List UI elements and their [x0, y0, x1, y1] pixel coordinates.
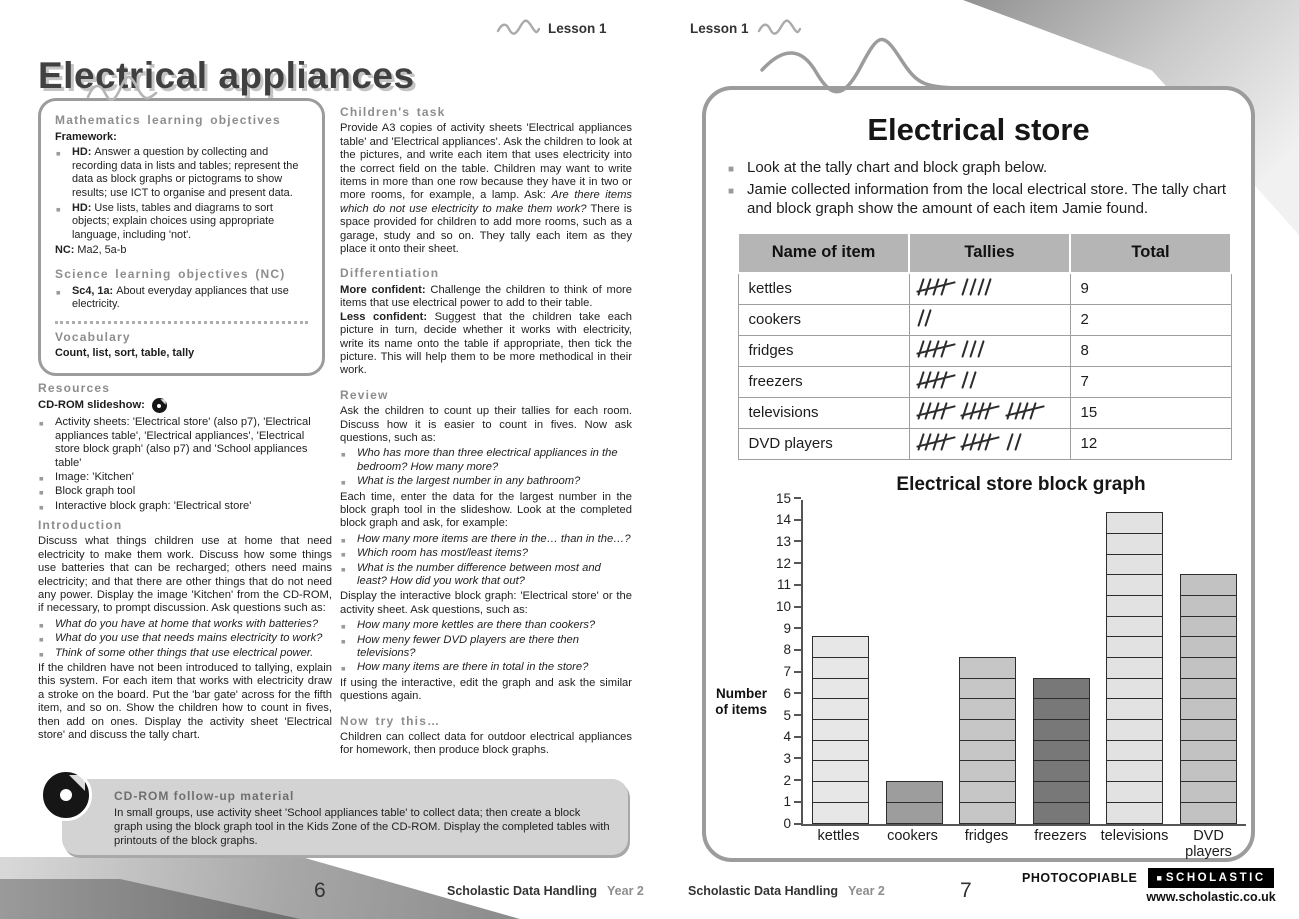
review-paragraph: If using the interactive, edit the graph and ask the similar questions again. — [340, 676, 632, 703]
review-questions — [340, 619, 632, 675]
footer-book-title — [447, 884, 644, 898]
y-tick: 9 — [773, 619, 801, 637]
y-axis-label: Number of items — [715, 685, 767, 717]
unit-block — [1033, 740, 1090, 762]
unit-block — [1180, 636, 1237, 658]
unit-block — [1106, 636, 1163, 658]
unit-block — [1033, 802, 1090, 824]
photocopiable-label: PHOTOCOPIABLE — [1022, 871, 1138, 885]
unit-block — [1033, 719, 1090, 741]
x-tick-label: freezers — [1034, 827, 1087, 844]
column-header-tallies: Tallies — [909, 233, 1070, 273]
tally-row — [738, 366, 1231, 397]
y-tick: 12 — [773, 554, 801, 572]
science-list — [55, 285, 308, 312]
unit-block — [812, 698, 869, 720]
introduction-questions — [38, 618, 332, 660]
unit-block — [812, 802, 869, 824]
item-name-cell: cookers — [738, 304, 909, 335]
introduction-paragraph: Discuss what things children use at home that need electricity to make them work. Discuss how some things use batteries that can be recharged; others need mains electricity; and that there are other things that do not need any power. Display the image 'Kitchen' from the CD-ROM, if necessary, to prompt discussion. Ask questions such as: — [38, 535, 332, 615]
item-name-cell: freezers — [738, 366, 909, 397]
list-item: ■ HD: Use lists, tables and diagrams to sort objects; explain choices using appropriate language, including 'not'. — [55, 202, 308, 243]
now-try-this-text: Children can collect data for outdoor electrical appliances for homework, then produce block graphs. — [340, 731, 632, 757]
tally-marks-cell — [909, 273, 1070, 305]
item-name-cell: fridges — [738, 335, 909, 366]
y-tick: 8 — [773, 641, 801, 659]
tally-group — [1009, 433, 1024, 455]
unit-block — [1180, 595, 1237, 617]
tally-group — [964, 278, 995, 300]
tally-row — [738, 273, 1231, 305]
list-item: ■ How many more items are there in the… than in the…? — [340, 533, 632, 546]
y-tick: 6 — [773, 684, 801, 702]
tally-group — [964, 371, 979, 393]
differentiation-paragraph — [340, 284, 632, 378]
footer-year-text: Year 2 — [607, 884, 644, 898]
unit-block — [959, 719, 1016, 741]
unit-block — [959, 678, 1016, 700]
y-axis-ticks — [771, 490, 801, 831]
tally-marks-cell — [909, 397, 1070, 428]
unit-block — [959, 698, 1016, 720]
page-title: Electrical appliances — [38, 54, 415, 96]
list-item: ■ How many items are there in total in the store? — [340, 661, 632, 674]
footer-book-text: Scholastic Data Handling — [447, 884, 598, 898]
tally-marks-cell — [909, 335, 1070, 366]
nc-label: NC: — [55, 244, 75, 257]
x-tick-label: televisions — [1100, 827, 1169, 844]
nc-text: Ma2, 5a-b — [77, 244, 127, 257]
scholastic-logo — [1148, 868, 1273, 888]
review-questions — [340, 447, 632, 488]
cdrom-slideshow-label: CD-ROM slideshow: — [38, 399, 145, 412]
list-item: ■ Image: 'Kitchen' — [38, 471, 330, 484]
task-text: Provide A3 copies of activity sheets 'Electrical appliances table' and 'Electrical appliances'. Ask the children to look at the pictures, and write each item that uses electricity into the correct field on the table. Children may want to write items in more than one row because they have it in two or more rooms, for example, a lamp. Ask: — [340, 122, 632, 202]
unit-block — [959, 781, 1016, 803]
childrens-task-paragraph — [340, 122, 632, 256]
bar-fridges — [959, 657, 1016, 824]
unit-block — [812, 781, 869, 803]
framework-label: Framework: — [55, 130, 117, 143]
tally-row — [738, 397, 1231, 428]
unit-block — [1033, 781, 1090, 803]
y-tick: 11 — [773, 576, 801, 594]
tally-marks-cell — [909, 366, 1070, 397]
maths-objectives-heading: Mathematics learning objectives — [55, 113, 281, 127]
page-number-right: 7 — [960, 879, 972, 902]
activity-sheet-box — [702, 86, 1255, 862]
differentiation-heading: Differentiation — [340, 266, 440, 281]
unit-block — [1180, 802, 1237, 824]
tally-table-body — [738, 273, 1231, 460]
scholastic-logo-text: SCHOLASTIC — [1165, 872, 1266, 884]
list-item: ■ Sc4, 1a: About everyday appliances that use electricity. — [55, 285, 308, 312]
lesson-label: Lesson 1 — [690, 20, 749, 36]
list-item: ■ Activity sheets: 'Electrical store' (also p7), 'Electrical appliances table', 'Electrical appliances', 'Electrical store block graph' (also p7) and 'School appliances table' — [38, 416, 330, 470]
tally-marks-cell — [909, 304, 1070, 335]
unit-block — [1106, 616, 1163, 638]
unit-block — [1106, 781, 1163, 803]
unit-block — [1106, 719, 1163, 741]
unit-block — [886, 781, 943, 803]
publisher-website: www.scholastic.co.uk — [1146, 890, 1276, 904]
total-cell: 12 — [1070, 428, 1231, 459]
cd-disc-icon — [40, 769, 92, 821]
unit-block — [1180, 740, 1237, 762]
unit-block — [1106, 533, 1163, 555]
tally-group — [920, 433, 951, 455]
y-tick: 1 — [773, 793, 801, 811]
x-axis-labels — [801, 826, 1246, 860]
unit-block — [886, 802, 943, 824]
activity-title: Electrical store — [867, 112, 1090, 147]
unit-block — [1106, 595, 1163, 617]
item-name-cell: televisions — [738, 397, 909, 428]
unit-block — [812, 740, 869, 762]
bar-kettles — [812, 636, 869, 823]
bar-cookers — [886, 781, 943, 823]
list-item: ■ How meny fewer DVD players are there then televisions? — [340, 634, 632, 661]
book-icon: ■ — [1156, 873, 1162, 883]
bar-DVD-players — [1180, 574, 1237, 823]
unit-block — [1180, 657, 1237, 679]
x-tick-label: fridges — [964, 827, 1009, 844]
list-item: ■ Block graph tool — [38, 485, 330, 498]
more-confident-label: More confident: — [340, 283, 426, 296]
unit-block — [959, 802, 1016, 824]
less-confident-label: Less confident: — [340, 310, 428, 323]
list-item: ■ What do you have at home that works with batteries? — [38, 618, 332, 631]
y-tick: 14 — [773, 511, 801, 529]
y-tick: 2 — [773, 771, 801, 789]
review-questions — [340, 533, 632, 589]
unit-block — [1106, 760, 1163, 782]
nc-line — [55, 244, 308, 258]
y-tick: 0 — [773, 815, 801, 833]
unit-block — [1106, 678, 1163, 700]
y-tick: 10 — [773, 598, 801, 616]
followup-heading: CD-ROM follow-up material — [114, 789, 295, 803]
unit-block — [1106, 740, 1163, 762]
introduction-paragraph: If the children have not been introduced to tallying, explain this system. For each item that works with electricity draw a stroke on the board. Put the 'bar gate' across for the fifth item, and so on. Show the children how to count in fives, then add on ones. Display the activity sheet 'Electrical store' and discuss the tally chart. — [38, 662, 332, 742]
unit-block — [1180, 698, 1237, 720]
list-item: ■ Who has more than three electrical appliances in the bedroom? How many more? — [340, 447, 632, 474]
resources-list — [38, 416, 330, 513]
unit-block — [1180, 781, 1237, 803]
unit-block — [1180, 616, 1237, 638]
unit-block — [1106, 574, 1163, 596]
column-header-total: Total — [1070, 233, 1231, 273]
list-item: ■ How many more kettles are there than cookers? — [340, 619, 632, 632]
item-name-cell: DVD players — [738, 428, 909, 459]
unit-block — [812, 760, 869, 782]
unit-block — [1180, 574, 1237, 596]
total-cell: 15 — [1070, 397, 1231, 428]
chart-plot — [775, 490, 1246, 831]
childrens-task-heading: Children's task — [340, 105, 446, 119]
vocabulary-text: Count, list, sort, table, tally — [55, 347, 195, 360]
unit-block — [812, 657, 869, 679]
column-header-item: Name of item — [738, 233, 909, 273]
tally-marks-cell — [909, 428, 1070, 459]
review-paragraph: Each time, enter the data for the largest number in the block graph tool in the slideshow. Look at the completed block graph and ask, for example: — [340, 490, 632, 530]
y-tick: 3 — [773, 749, 801, 767]
cd-disc-icon — [152, 398, 167, 413]
unit-block — [1033, 678, 1090, 700]
footer-year-text: Year 2 — [848, 884, 885, 898]
tally-row — [738, 304, 1231, 335]
less-confident-text: Suggest that the children take each picture in turn, decide whether it works with electricity, write its name onto the table if appropriate, then tick the picture. This will help them to be more methodical in their work. — [340, 310, 632, 377]
block-graph — [715, 490, 1246, 860]
now-try-this-heading: Now try this… — [340, 713, 441, 728]
item-name-cell: kettles — [738, 273, 909, 305]
list-item: ■ HD: Answer a question by collecting and recording data in lists and tables; represent the data as block graphs or pictograms to show results; use ICT to organise and present data. — [55, 146, 308, 200]
tally-table-head — [738, 233, 1231, 273]
dotted-divider — [55, 321, 308, 324]
total-cell: 7 — [1070, 366, 1231, 397]
bar-televisions — [1106, 512, 1163, 823]
task-question-italic: Are there items which do not use electricity to make them work? — [340, 189, 632, 215]
list-item: ■ Look at the tally chart and block graph below. — [728, 158, 1228, 178]
scholastic-logo-block — [1146, 868, 1275, 904]
tally-group — [964, 433, 995, 455]
tally-group — [964, 340, 987, 362]
review-paragraph: Display the interactive block graph: 'Electrical store' or the activity sheet. Ask questions, such as: — [340, 590, 632, 616]
review-paragraph: Ask the children to count up their tallies for each room. Discuss how it is easier to count in fives. Now ask questions, such as: — [340, 405, 632, 444]
framework-list — [55, 146, 308, 242]
y-tick: 13 — [773, 532, 801, 550]
unit-block — [1033, 760, 1090, 782]
unit-block — [812, 719, 869, 741]
footer-book-text: Scholastic Data Handling — [688, 884, 839, 898]
introduction-section — [38, 519, 332, 745]
total-cell: 8 — [1070, 335, 1231, 366]
y-tick: 15 — [773, 489, 801, 507]
unit-block — [959, 760, 1016, 782]
unit-block — [1106, 802, 1163, 824]
tally-group — [920, 278, 951, 300]
resources-section — [38, 382, 330, 515]
x-tick-label: kettles — [817, 827, 860, 844]
unit-block — [1106, 512, 1163, 534]
middle-column — [340, 106, 632, 760]
tally-chart-table — [737, 232, 1232, 460]
x-tick-label: cookers — [887, 827, 938, 844]
tally-row — [738, 335, 1231, 366]
tally-group — [1009, 402, 1040, 424]
unit-block — [959, 740, 1016, 762]
lesson-header-left — [496, 18, 607, 38]
tally-row — [738, 428, 1231, 459]
bar-freezers — [1033, 678, 1090, 824]
unit-block — [1180, 678, 1237, 700]
resources-heading: Resources — [38, 381, 111, 395]
learning-objectives-box — [38, 98, 325, 376]
tally-header-row — [738, 233, 1231, 273]
unit-block — [1033, 698, 1090, 720]
y-tick: 4 — [773, 728, 801, 746]
y-tick: 7 — [773, 663, 801, 681]
y-tick: 5 — [773, 706, 801, 724]
lesson-label: Lesson 1 — [548, 20, 607, 36]
review-heading: Review — [340, 387, 389, 402]
unit-block — [1180, 719, 1237, 741]
publisher-brand-block — [1022, 868, 1276, 904]
list-item: ■ What is the largest number in any bathroom? — [340, 475, 632, 488]
list-item: ■ Think of some other things that use electrical power. — [38, 647, 332, 660]
x-tick-label: DVD players — [1185, 827, 1232, 860]
list-item: ■ What is the number difference between most and least? How did you work that out? — [340, 562, 632, 589]
tally-group — [920, 340, 951, 362]
block-graph-title: Electrical store block graph — [896, 473, 1146, 495]
unit-block — [812, 678, 869, 700]
tally-group — [920, 309, 935, 331]
unit-block — [959, 657, 1016, 679]
squiggle-icon — [86, 75, 158, 105]
unit-block — [1180, 760, 1237, 782]
vocabulary-heading: Vocabulary — [55, 329, 131, 344]
activity-instructions — [728, 158, 1228, 219]
list-item: ■ Jamie collected information from the local electrical store. The tally chart and block graph show the amount of each item Jamie found. — [728, 180, 1228, 219]
tally-group — [920, 402, 951, 424]
footer-book-title — [688, 884, 885, 898]
tally-group — [964, 402, 995, 424]
task-text: There is space provided for children to add more rooms, such as a garage, study and so on. They tally each item as they place it onto their sheet. — [340, 202, 632, 256]
squiggle-icon — [754, 28, 974, 106]
unit-block — [1106, 698, 1163, 720]
followup-text: In small groups, use activity sheet 'School appliances table' to collect data; then create a block graph using the block graph tool in the Kids Zone of the CD-ROM. Display the completed tables with printouts of the block graphs. — [114, 807, 610, 847]
science-objectives-heading: Science learning objectives (NC) — [55, 266, 286, 281]
cdrom-slideshow-line — [38, 398, 330, 413]
tally-group — [920, 371, 951, 393]
total-cell: 9 — [1070, 273, 1231, 305]
page-number-left: 6 — [314, 879, 326, 902]
list-item: ■ What do you use that needs mains electricity to work? — [38, 632, 332, 645]
more-confident-text: Challenge the children to think of more items that use electrical power to add to their table. — [340, 283, 633, 310]
unit-block — [1106, 657, 1163, 679]
introduction-heading: Introduction — [38, 518, 123, 532]
unit-block — [812, 636, 869, 658]
unit-block — [1106, 554, 1163, 576]
squiggle-icon — [496, 18, 540, 38]
total-cell: 2 — [1070, 304, 1231, 335]
list-item: ■ Interactive block graph: 'Electrical store' — [38, 500, 330, 513]
cdrom-followup-box — [62, 779, 628, 855]
list-item: ■ Which room has most/least items? — [340, 547, 632, 560]
